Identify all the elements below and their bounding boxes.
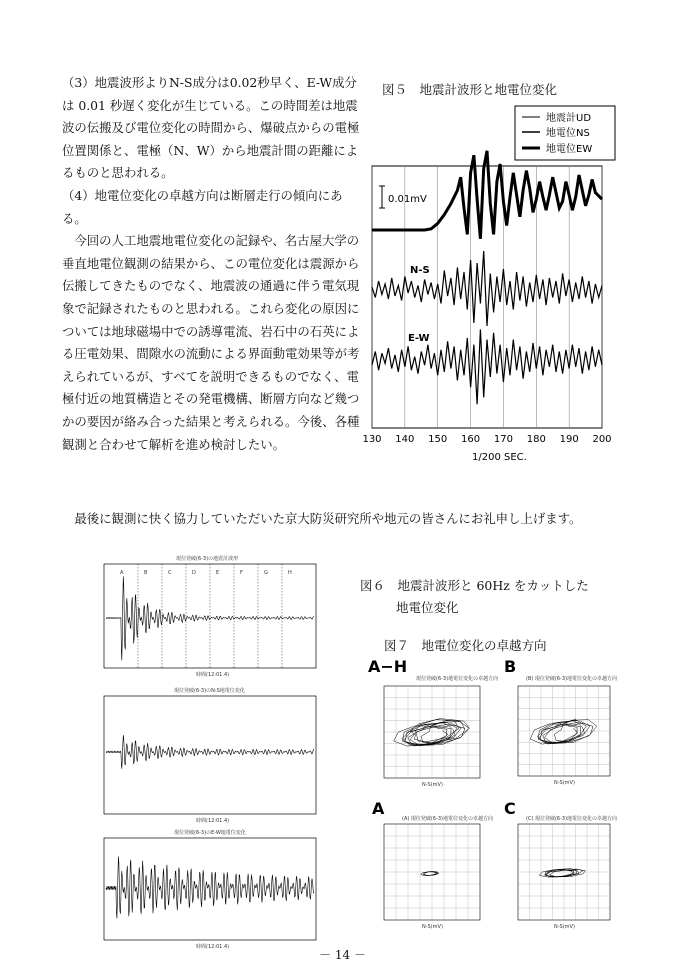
fig7-trajectory-b <box>530 719 597 744</box>
fig6-segment-label: F <box>240 570 243 576</box>
fig7-xaxis-a: N-S(mV) <box>422 924 443 930</box>
fig7-label-c: C <box>504 799 516 818</box>
fig5-x-unit: 1/200 SEC. <box>472 452 527 463</box>
fig7-panel-ah <box>368 657 498 788</box>
fig5-xtick-label: 160 <box>461 434 481 445</box>
fig6-panel2-title: 現位発破(6-3)のN-S地電位変化 <box>174 688 245 694</box>
fig7-xaxis-b: N-S(mV) <box>554 780 575 786</box>
paragraph-5: 今回の人工地震地電位変化の記録や、名古屋大学の垂直地電位観測の結果から、この電位変化は震源から伝搬してきたものでなく、地震波の通過に伴う電気現象で記録されたものと思われる。これら変化の原因については地球磁場中での誘導電流、岩石中の石英による圧電効果、間隙水の流動による界面動電効果等が考えられているが、すべてを説明できるものでなく、電極付近の地質構造とその発電機構、断層方向など幾つかの要因が絡み合った結果と考えられる。今後、各種観測と合わせて解析を進め検討したい。 <box>62 233 360 452</box>
fig7-panel-b <box>504 657 617 786</box>
fig7-label-a: A <box>372 799 385 818</box>
fig5-xtick-label: 180 <box>526 434 546 445</box>
body-text-column <box>62 72 362 456</box>
fig5-xtick-label: 130 <box>362 434 382 445</box>
fig5-scale-bar <box>379 186 427 208</box>
fig6-panel-ew <box>104 829 316 950</box>
fig6-ew-wave <box>106 856 314 918</box>
paragraph-3: （3）地震波形よりN-S成分は0.02秒早く、E-W成分は 0.01 秒遅く変化が生じている。この時間差は地震波の伝搬及び電位変化の時間から、爆破点からの電極位置関係と、電極（N、W）から地震計間の距離によるものと思われる。 <box>62 75 360 181</box>
legend-label-ew: 地電位EW <box>546 144 593 155</box>
fig5-xtick-label: 150 <box>428 434 448 445</box>
fig6-caption-line1: 図６ 地震計波形と 60Hz をカットした <box>360 578 589 593</box>
fig6-panel3-xlabel: 時間(12:01.4) <box>196 944 230 950</box>
fig7-title-a: (A) 現位発破(6-3)地電位変化の卓越方向 <box>402 816 493 822</box>
fig7-panel-c <box>504 799 617 930</box>
fig6-panel3-title: 現位発破(6-3)のE-W地電位変化 <box>174 830 246 836</box>
legend-label-ud: 地震計UD <box>546 113 592 124</box>
fig7-xaxis-ah: N-S(mV) <box>422 782 443 788</box>
fig6-caption-line2: 地電位変化 <box>396 600 459 615</box>
fig7-panel-a <box>372 799 493 930</box>
fig6-segment-label: E <box>216 570 220 576</box>
fig5-chart <box>360 98 625 468</box>
page-number: － 14 － <box>319 948 366 962</box>
legend-label-ns: 地電位NS <box>546 128 590 139</box>
fig6-panel-ns <box>104 687 316 824</box>
fig5-xtick-label: 190 <box>559 434 579 445</box>
fig6-panel1-title: 現位発破(6-3)の地震計波形 <box>176 556 239 562</box>
fig5-series-ew <box>372 329 602 404</box>
fig5-xtick-label: 140 <box>395 434 415 445</box>
fig6-segment-label: B <box>144 570 148 576</box>
fig7-label-b: B <box>504 657 517 676</box>
fig5-trace-label-ew: E-W <box>408 333 430 344</box>
fig7-caption: 図７ 地電位変化の卓越方向 <box>384 638 547 653</box>
paragraph-4: （4）地電位変化の卓越方向は断層走行の傾向にある。 <box>62 187 343 226</box>
fig6-segment-label: C <box>168 570 172 576</box>
fig7-trajectory-c <box>539 869 585 878</box>
fig6-segment-label: D <box>192 570 196 576</box>
fig5-xtick-label: 200 <box>592 434 612 445</box>
fig7-label-ah: A−H <box>368 657 408 676</box>
acknowledgement: 最後に観測に快く協力していただいた京大防災研究所や地元の皆さんにお礼申し上げます。 <box>74 511 582 526</box>
fig5-scale-label: 0.01mV <box>388 194 427 205</box>
fig7-panels <box>362 656 624 938</box>
fig7-title-ah: 現位発破(6-3)地電位変化の卓越方向 <box>416 676 499 682</box>
fig6-ns-wave <box>106 735 314 769</box>
fig5-trace-label-ns: N-S <box>410 265 430 276</box>
fig6-panel-seismometer <box>104 555 316 678</box>
fig6-panel2-xlabel: 時間(12:01.4) <box>196 818 230 824</box>
fig7-xaxis-c: N-S(mV) <box>554 924 575 930</box>
fig7-trajectory-ah <box>394 719 470 747</box>
fig6-segment-label: A <box>120 570 124 576</box>
fig5-series-ns <box>372 251 602 326</box>
fig6-panel1-xlabel: 時間(12:01.4) <box>196 672 230 678</box>
fig6-segment-label: G <box>264 570 268 576</box>
fig5-legend <box>515 106 615 160</box>
fig7-title-c: (C) 現位発破(6-3)地電位変化の卓越方向 <box>526 816 618 822</box>
fig6-segment-label: H <box>288 570 292 576</box>
fig5-caption: 図５ 地震計波形と地電位変化 <box>382 82 558 97</box>
fig7-title-b: (B) 現位発破(6-3)地電位変化の卓越方向 <box>526 676 617 682</box>
fig6-panels <box>84 552 324 952</box>
fig5-grid <box>372 166 602 428</box>
fig5-plot-frame <box>372 166 602 428</box>
fig5-xtick-label: 170 <box>493 434 513 445</box>
